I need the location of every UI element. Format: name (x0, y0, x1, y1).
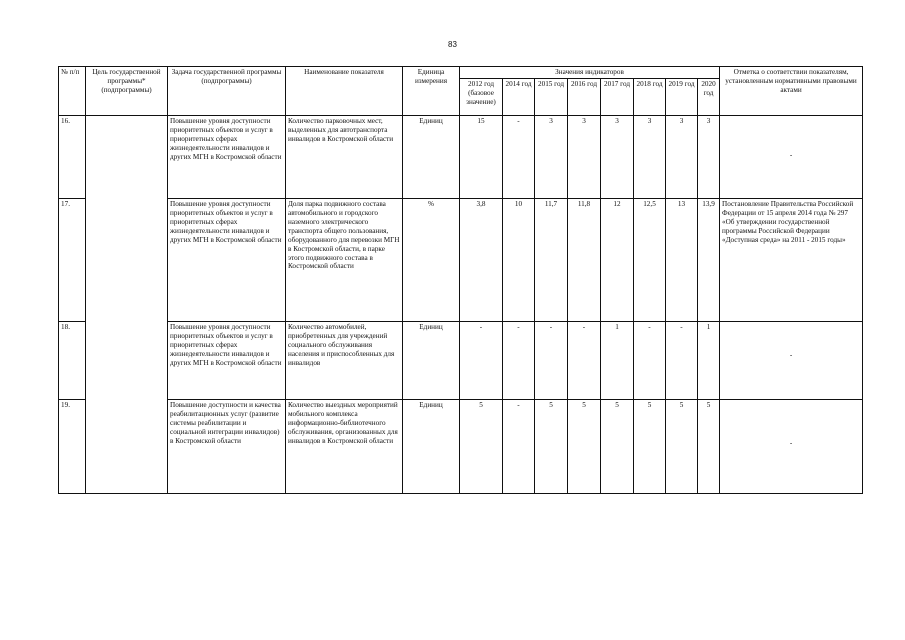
indicator-cell: Количество автомобилей, приобретенных для учреждений социального обслуживания населения и приспособленных для инвалидов (286, 322, 403, 400)
header-year: 2017 год (601, 79, 634, 116)
value-cell: 5 (535, 400, 568, 494)
table-row (59, 199, 863, 322)
note-text: - (789, 151, 793, 159)
task-cell: Повышение уровня доступности приоритетных объектов и услуг в приоритетных сферах жизнедеятельности инвалидов и других МГН в Костромской области (168, 199, 286, 322)
row-number: 18. (59, 322, 86, 400)
header-year: 2020 год (698, 79, 720, 116)
header-year: 2012 год (базовое значение) (460, 79, 503, 116)
value-cell: 5 (666, 400, 698, 494)
page-number: 83 (448, 40, 457, 49)
header-indicator: Наименование показателя (286, 67, 403, 116)
value-cell: - (666, 322, 698, 400)
table-row (59, 116, 863, 199)
note-cell (720, 400, 863, 494)
unit-cell: Единиц (403, 400, 460, 494)
unit-cell: Единиц (403, 322, 460, 400)
table-row (59, 400, 863, 494)
header-task: Задача государственной программы (подпрограммы) (168, 67, 286, 116)
row-number: 19. (59, 400, 86, 494)
value-cell: 11,8 (568, 199, 601, 322)
header-unit: Единица измерения (403, 67, 460, 116)
header-year: 2016 год (568, 79, 601, 116)
value-cell: 13,9 (698, 199, 720, 322)
header-year: 2019 год (666, 79, 698, 116)
value-cell: - (634, 322, 666, 400)
value-cell: 5 (698, 400, 720, 494)
unit-cell: % (403, 199, 460, 322)
value-cell: 10 (503, 199, 535, 322)
value-cell: - (503, 400, 535, 494)
value-cell: 3 (535, 116, 568, 199)
value-cell: 3 (698, 116, 720, 199)
header-goal: Цель государственной программы* (подпрограммы) (86, 67, 168, 116)
value-cell: 12 (601, 199, 634, 322)
header-year: 2015 год (535, 79, 568, 116)
value-cell: 11,7 (535, 199, 568, 322)
value-cell: 1 (698, 322, 720, 400)
value-cell: 3 (666, 116, 698, 199)
value-cell: 3,8 (460, 199, 503, 322)
task-cell: Повышение доступности и качества реабилитационных услуг (развитие системы реабилитации и социальной интеграции инвалидов) в Костромской области (168, 400, 286, 494)
indicators-table (58, 66, 863, 494)
value-cell: 13 (666, 199, 698, 322)
indicator-cell: Количество выездных мероприятий мобильного комплекса информационно-библиотечного обслуживания, организованных для инвалидов в Костромской области (286, 400, 403, 494)
value-cell: - (535, 322, 568, 400)
header-year: 2014 год (503, 79, 535, 116)
note-cell: Постановление Правительства Российской Федерации от 15 апреля 2014 года № 297 «Об утверждении государственной программы Российской Федерации «Доступная среда» на 2011 - 2015 годы» (720, 199, 863, 322)
value-cell: 15 (460, 116, 503, 199)
header-values-group: Значения индикаторов (460, 67, 720, 79)
note-text: - (789, 351, 793, 359)
goal-cell (86, 116, 168, 494)
note-cell (720, 116, 863, 199)
header-no: № п/п (59, 67, 86, 116)
value-cell: 3 (568, 116, 601, 199)
header-note: Отметка о соответствии показателям, установленным нормативными правовыми актами (720, 67, 863, 116)
value-cell: 12,5 (634, 199, 666, 322)
value-cell: 1 (601, 322, 634, 400)
header-year: 2018 год (634, 79, 666, 116)
value-cell: - (460, 322, 503, 400)
table-row (59, 322, 863, 400)
unit-cell: Единиц (403, 116, 460, 199)
indicator-cell: Доля парка подвижного состава автомобильного и городского наземного электрического транспорта общего пользования, оборудованного для перевозки МГН в Костромской области, в парке этого подвижного состава в Костромской области (286, 199, 403, 322)
value-cell: 5 (460, 400, 503, 494)
indicator-cell: Количество парковочных мест, выделенных для автотранспорта инвалидов в Костромской области (286, 116, 403, 199)
value-cell: - (503, 116, 535, 199)
note-cell (720, 322, 863, 400)
task-cell: Повышение уровня доступности приоритетных объектов и услуг в приоритетных сферах жизнедеятельности инвалидов и других МГН в Костромской области (168, 116, 286, 199)
value-cell: 3 (634, 116, 666, 199)
value-cell: 5 (601, 400, 634, 494)
row-number: 17. (59, 199, 86, 322)
value-cell: 5 (634, 400, 666, 494)
value-cell: 3 (601, 116, 634, 199)
row-number: 16. (59, 116, 86, 199)
note-text: - (789, 439, 793, 447)
value-cell: - (503, 322, 535, 400)
value-cell: - (568, 322, 601, 400)
task-cell: Повышение уровня доступности приоритетных объектов и услуг в приоритетных сферах жизнедеятельности инвалидов и других МГН в Костромской области (168, 322, 286, 400)
header-row-1 (59, 67, 863, 79)
value-cell: 5 (568, 400, 601, 494)
